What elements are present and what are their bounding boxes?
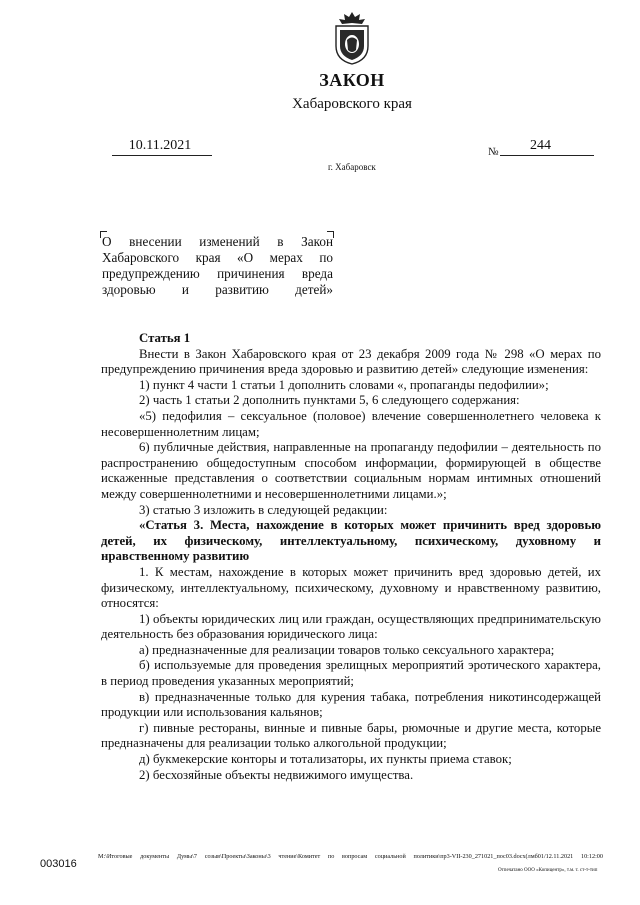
- body-paragraph: Внести в Закон Хабаровского края от 23 декабря 2009 года № 298 «О мерах по предупреждению причинения вреда здоровью и развитию детей» следующие изменения:: [101, 346, 601, 377]
- file-path: М:\Итоговые документы Думы\7 созыв\Проекты\Законы\3 чтение\Комитет по вопросам социальной политики\пр3-VII-230_271021_пос03.docx(лмб01/12.11.2021 10:12:00: [98, 853, 603, 860]
- law-body: [101, 331, 601, 783]
- body-paragraph: б) используемые для проведения зрелищных мероприятий эротического характера, в период проведения указанных мероприятий;: [101, 658, 601, 689]
- article-1-heading: Статья 1: [139, 331, 191, 345]
- city: г. Хабаровск: [328, 162, 376, 172]
- body-paragraph: 3) статью 3 изложить в следующей редакции:: [139, 502, 388, 517]
- law-subject: О внесении изменений в Закон Хабаровского края «О мерах по предупреждению причинения вреда здоровью и развитию детей»: [102, 234, 333, 297]
- body-paragraph: 2) часть 1 статьи 2 дополнить пунктами 5, 6 следующего содержания:: [139, 393, 520, 408]
- law-region: Хабаровского края: [292, 96, 412, 112]
- body-paragraph: 1) объекты юридических лиц или граждан, осуществляющих предпринимательскую деятельность без образования юридического лица:: [101, 611, 601, 642]
- date-underline: [112, 155, 212, 156]
- law-number: 244: [530, 138, 551, 153]
- body-paragraph: 1. К местам, нахождение в которых может причинить вред здоровью детей, их физическому, интеллектуальному, психическому, духовному и нравственному развитию, относятся:: [101, 564, 601, 611]
- body-paragraph: 2) бесхозяйные объекты недвижимого имущества.: [139, 767, 414, 782]
- print-stamp: Отпечатано ООО «Копицентр», т.м. т. ст-т-тип: [498, 868, 598, 873]
- number-underline: [500, 155, 594, 156]
- body-paragraph: «5) педофилия – сексуальное (половое) влечение совершеннолетнего человека к несовершеннолетним лицам;: [101, 408, 601, 439]
- law-date: 10.11.2021: [128, 138, 192, 153]
- document-code: 003016: [40, 858, 77, 870]
- article-3-heading: «Статья 3. Места, нахождение в которых может причинить вред здоровью детей, их физическому, интеллектуальному, психическому, духовному и нравственному развитию: [101, 518, 601, 564]
- law-title: ЗАКОН: [319, 70, 385, 90]
- number-label: №: [488, 146, 499, 158]
- body-paragraph: г) пивные рестораны, винные и пивные бары, рюмочные и другие места, которые предназначены для реализации только алкогольной продукции;: [101, 720, 601, 751]
- body-paragraph: 6) публичные действия, направленные на пропаганду педофилии – деятельность по распространению общедоступным способом информации, формирующей в обществе искаженные представления о соответствии социальным нормам интимных отношений между совершеннолетними и несовершеннолетними лицами.»;: [101, 440, 601, 501]
- body-paragraph: в) предназначенные только для курения табака, потребления никотинсодержащей продукции или использования кальянов;: [101, 689, 601, 720]
- body-paragraph: а) предназначенные для реализации товаров только сексуального характера;: [139, 642, 555, 657]
- coat-of-arms-icon: [332, 10, 372, 66]
- body-paragraph: 1) пункт 4 части 1 статьи 1 дополнить словами «, пропаганды педофилии»;: [139, 377, 549, 392]
- body-paragraph: д) букмекерские конторы и тотализаторы, их пункты приема ставок;: [139, 752, 512, 767]
